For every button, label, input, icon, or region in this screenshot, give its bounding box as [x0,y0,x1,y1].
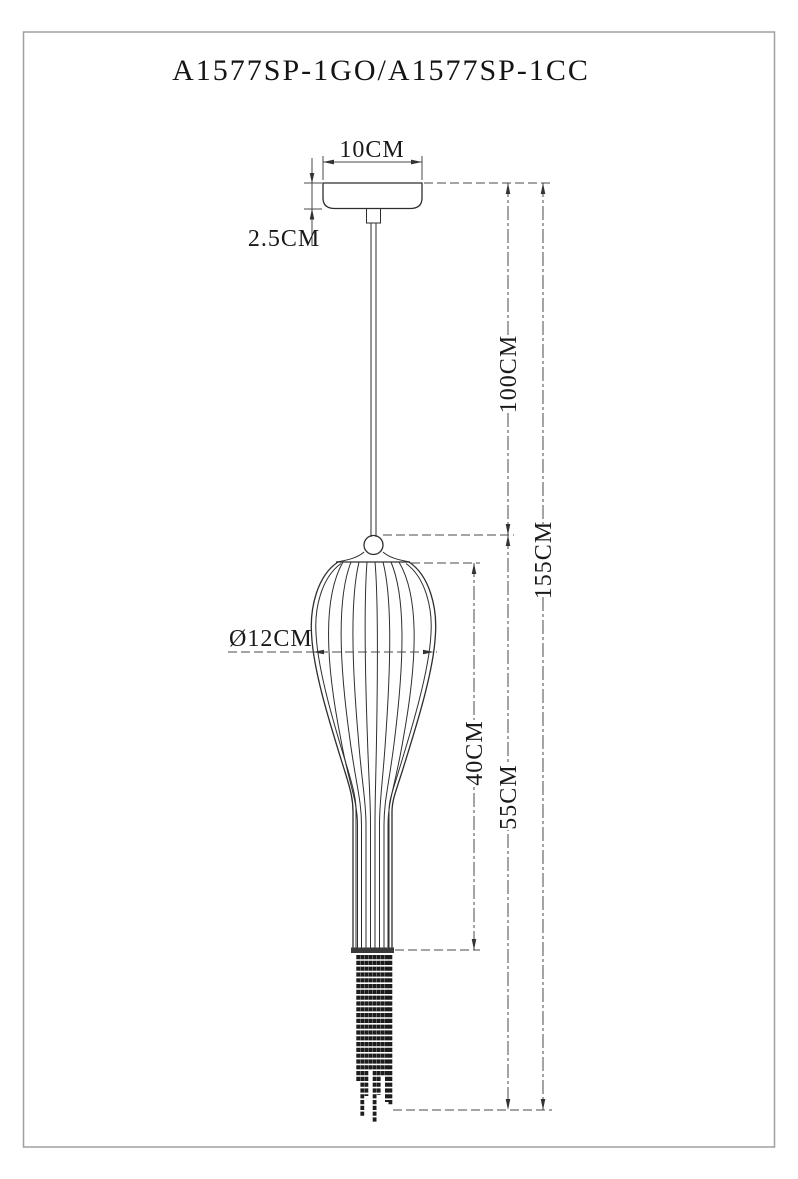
arrow-up [472,563,477,574]
shade-inner-outline-right [389,564,431,951]
page-border [24,32,775,1147]
arrow-down [472,939,477,950]
dim-label-total-height: 155CM [531,520,557,600]
shade-rib [375,562,377,948]
arrow-left [323,160,334,165]
dim-label-cord-length: 100CM [496,334,522,414]
arrow-down [310,173,315,184]
arrow-down [506,1099,511,1110]
dim-label-canopy-width: 10CM [339,137,405,163]
shade-rib [384,562,402,948]
stem-bottom-band [351,948,394,954]
dim-label-shade-height: 40CM [462,720,488,786]
ball-joint [364,536,383,555]
arrow-up [541,183,546,194]
arrow-up [506,535,511,546]
arrow-down [506,524,511,535]
arrow-right [411,160,422,165]
fringe-tassel [358,955,390,1122]
shade-inner-outline-left [316,564,356,951]
shade-rib [353,562,366,948]
product-code: A1577SP-1GO/A1577SP-1CC [172,54,590,87]
dimension-annotations [228,137,557,1110]
arrow-up [310,209,315,220]
arrow-down [541,1099,546,1110]
dim-label-shade-diameter: Ø12CM [229,626,313,652]
arrow-up [506,183,511,194]
dim-label-shade-fringe-height: 55CM [496,764,522,830]
shade-outline-left [311,562,353,950]
shade-cap [337,552,410,562]
cord-connector [367,209,381,224]
dim-label-canopy-height: 2.5CM [247,226,321,252]
ceiling-canopy [323,183,422,209]
